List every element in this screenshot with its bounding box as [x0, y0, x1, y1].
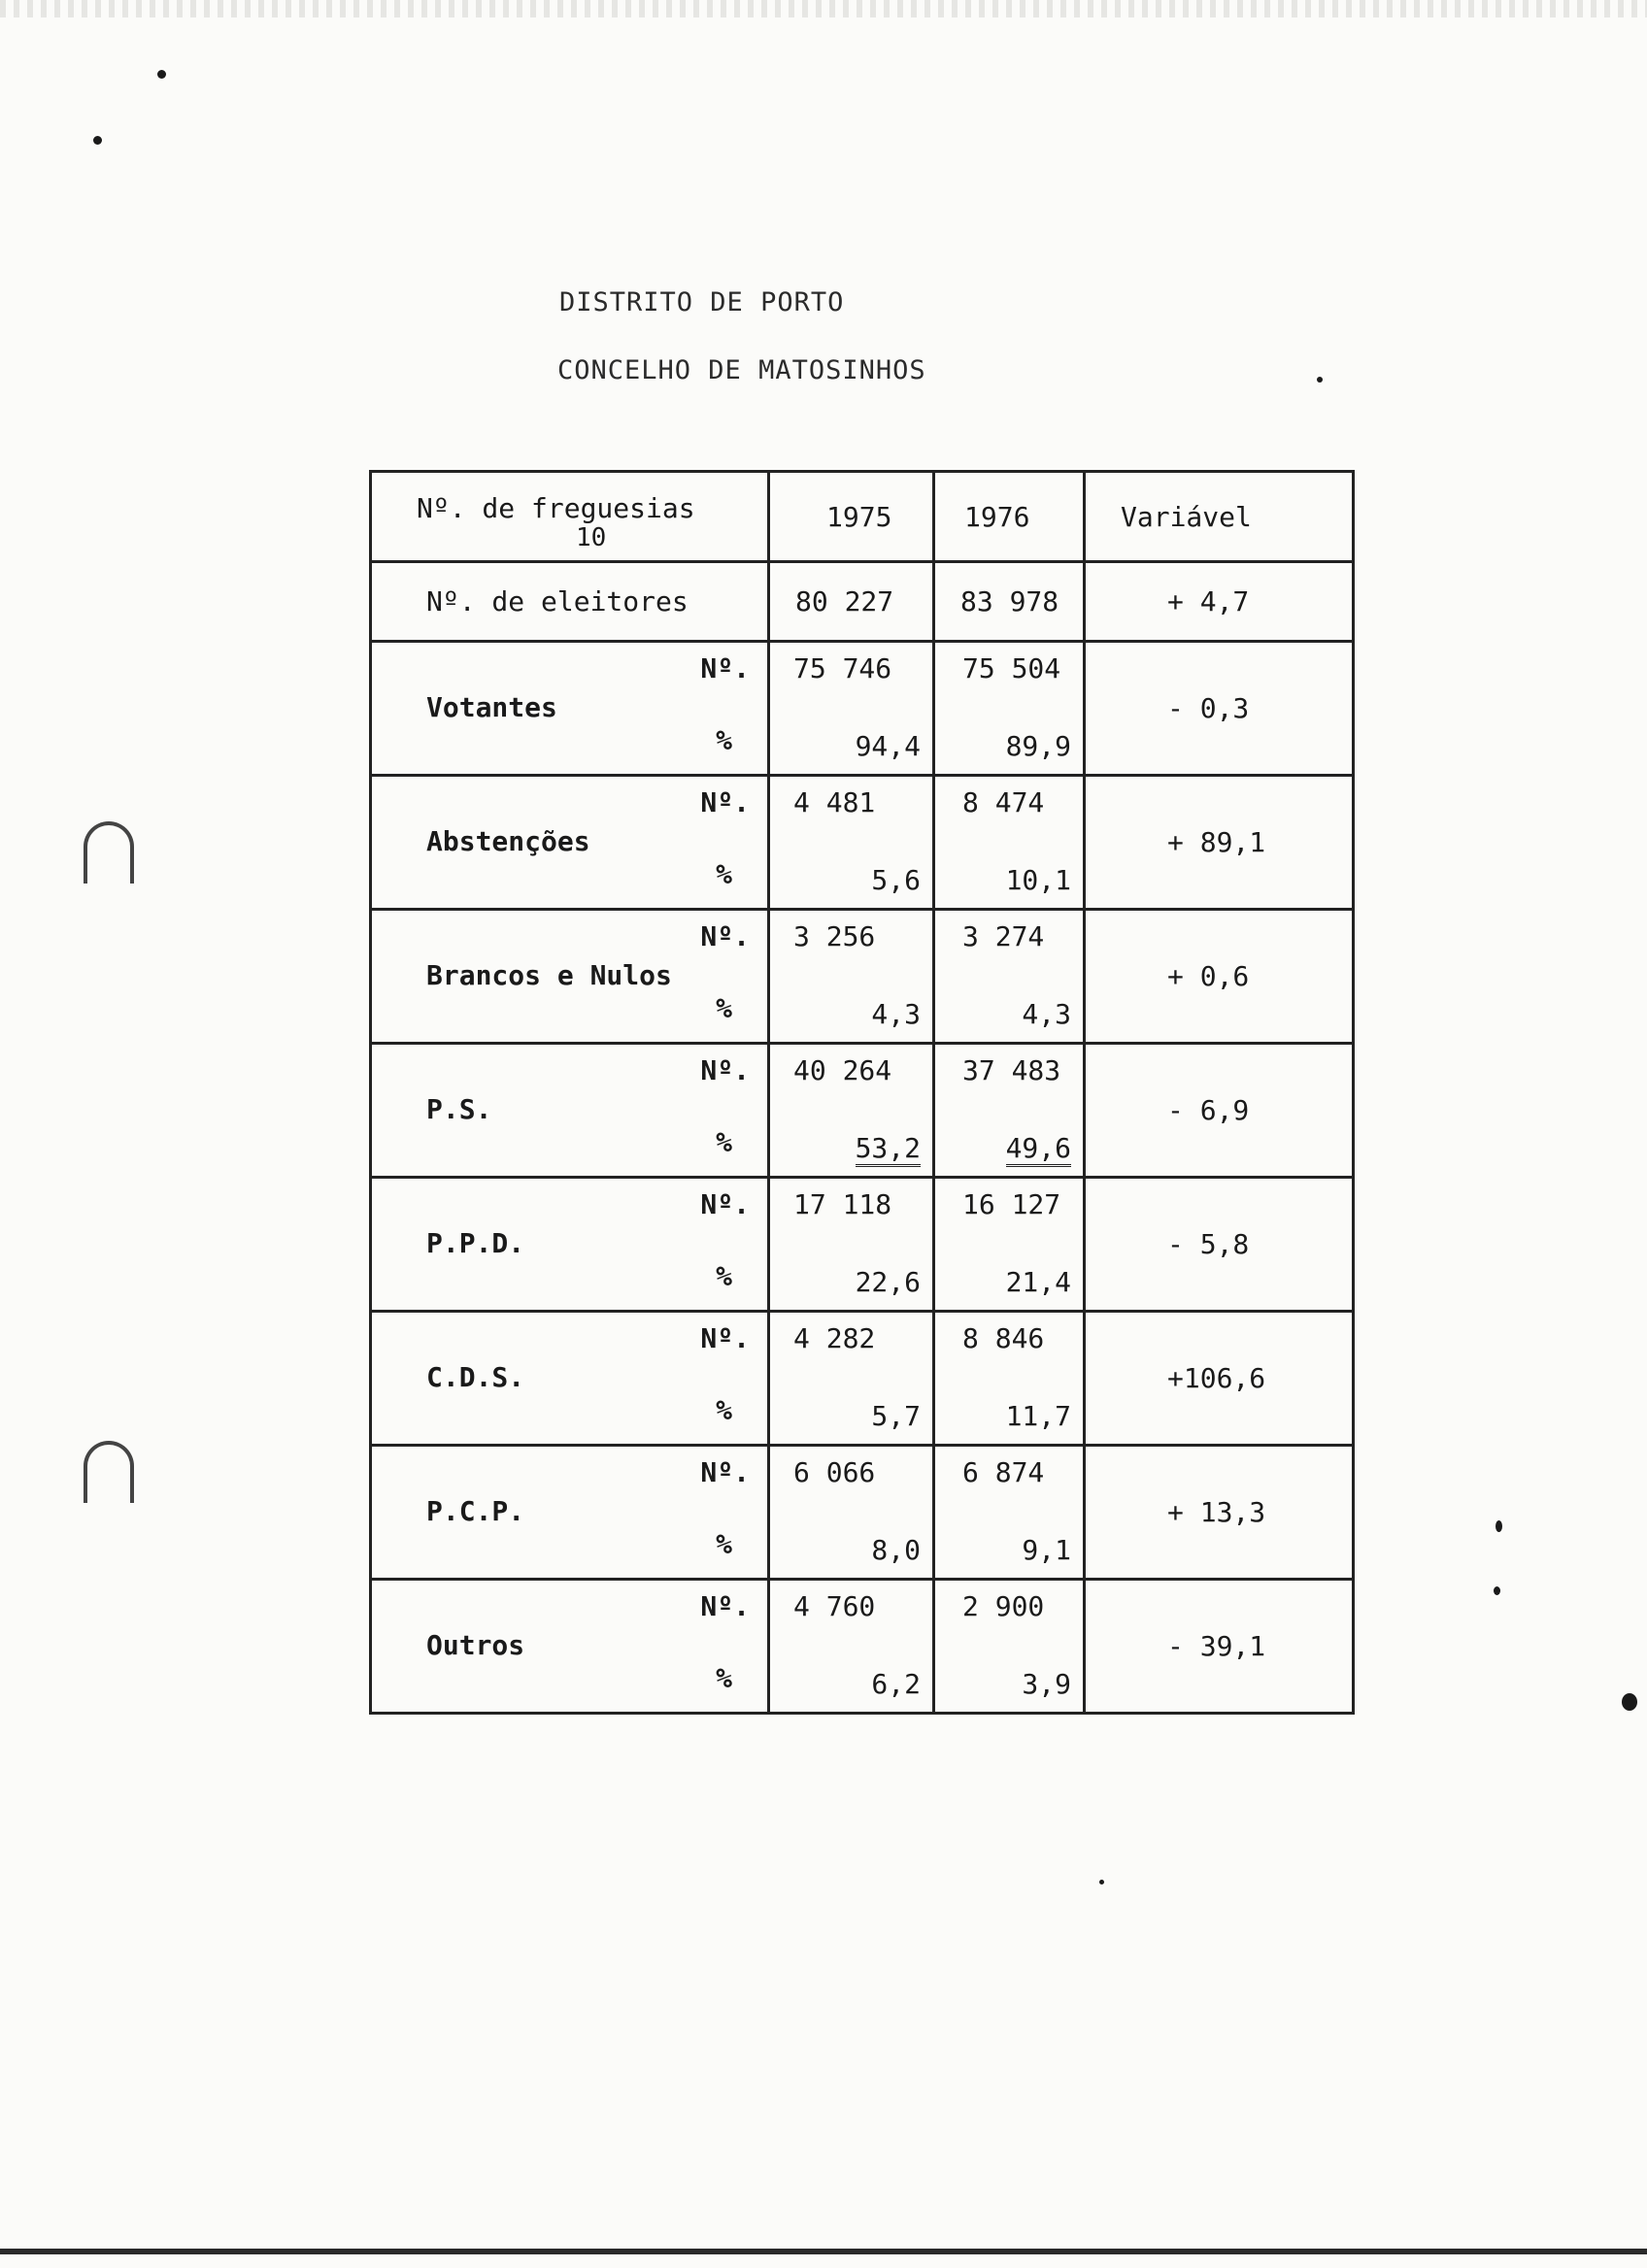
- row-variation: - 5,8: [1085, 1178, 1354, 1312]
- percent-1976: 9,1: [1022, 1534, 1071, 1566]
- count-1976: 8 474: [962, 786, 1045, 818]
- scan-speck: [157, 70, 166, 79]
- count-1976: 6 874: [962, 1456, 1045, 1488]
- row-variation: +106,6: [1085, 1312, 1354, 1446]
- values-1975-cell: [769, 1044, 934, 1178]
- no-label: Nº.: [700, 786, 750, 818]
- count-1976: 16 127: [962, 1188, 1061, 1220]
- percent-1975: 94,4: [855, 730, 921, 762]
- percent-1975: 22,6: [855, 1266, 921, 1298]
- row-variation: + 13,3: [1085, 1446, 1354, 1580]
- result-row: [371, 642, 1354, 776]
- percent-1975: 8,0: [871, 1534, 921, 1566]
- count-1976: 8 846: [962, 1322, 1045, 1354]
- scan-speck: [1099, 1880, 1104, 1884]
- electors-label: Nº. de eleitores: [371, 562, 769, 642]
- electors-row: [371, 562, 1354, 642]
- row-label-cell: [371, 1044, 769, 1178]
- values-1975-cell: [769, 1312, 934, 1446]
- values-1976-cell: [934, 1044, 1085, 1178]
- district-heading: DISTRITO DE PORTO: [559, 287, 845, 317]
- pct-label: %: [716, 1260, 732, 1292]
- row-label-cell: [371, 776, 769, 910]
- freguesias-cell: [371, 472, 769, 562]
- municipality-heading: CONCELHO DE MATOSINHOS: [557, 355, 926, 385]
- pct-label: %: [716, 858, 732, 890]
- pct-label: %: [716, 724, 732, 756]
- punch-hole-bottom: [84, 1441, 134, 1503]
- electors-variation: + 4,7: [1085, 562, 1354, 642]
- pct-label: %: [716, 1662, 732, 1694]
- count-1976: 75 504: [962, 652, 1061, 684]
- row-name: P.C.P.: [426, 1495, 525, 1527]
- no-label: Nº.: [700, 1054, 750, 1086]
- percent-1975: 6,2: [871, 1668, 921, 1700]
- result-row: [371, 910, 1354, 1044]
- scan-speck: [1622, 1693, 1637, 1711]
- count-1975: 3 256: [793, 920, 876, 952]
- count-1975: 40 264: [793, 1054, 892, 1086]
- count-1975: 4 760: [793, 1590, 876, 1622]
- percent-1975: 5,6: [871, 864, 921, 896]
- row-variation: - 39,1: [1085, 1580, 1354, 1714]
- electors-1975: 80 227: [769, 562, 934, 642]
- year-1975-header: 1975: [769, 472, 934, 562]
- scan-speck: [93, 136, 102, 145]
- percent-1975: 5,7: [871, 1400, 921, 1432]
- pct-label: %: [716, 1126, 732, 1158]
- no-label: Nº.: [700, 920, 750, 952]
- result-row: [371, 1044, 1354, 1178]
- row-name: P.P.D.: [426, 1227, 525, 1259]
- count-1976: 37 483: [962, 1054, 1061, 1086]
- values-1975-cell: [769, 1446, 934, 1580]
- scan-speck: [1317, 377, 1323, 383]
- row-label-cell: [371, 1446, 769, 1580]
- row-label-cell: [371, 1178, 769, 1312]
- values-1976-cell: [934, 1178, 1085, 1312]
- values-1975-cell: [769, 1580, 934, 1714]
- punch-hole-top: [84, 821, 134, 884]
- values-1976-cell: [934, 910, 1085, 1044]
- row-name: Outros: [426, 1629, 525, 1661]
- values-1975-cell: [769, 910, 934, 1044]
- percent-1976: 4,3: [1022, 998, 1071, 1030]
- scan-bottom-edge: [0, 2249, 1647, 2254]
- percent-1976: 89,9: [1005, 730, 1071, 762]
- no-label: Nº.: [700, 1456, 750, 1488]
- no-label: Nº.: [700, 1188, 750, 1220]
- pct-label: %: [716, 1528, 732, 1560]
- values-1975-cell: [769, 642, 934, 776]
- count-1975: 6 066: [793, 1456, 876, 1488]
- percent-1975: 4,3: [871, 998, 921, 1030]
- count-1975: 4 282: [793, 1322, 876, 1354]
- percent-1975: 53,2: [856, 1132, 921, 1167]
- values-1976-cell: [934, 642, 1085, 776]
- row-label-cell: [371, 1580, 769, 1714]
- result-row: [371, 776, 1354, 910]
- values-1975-cell: [769, 1178, 934, 1312]
- count-1975: 4 481: [793, 786, 876, 818]
- freguesias-count: 10: [576, 523, 607, 552]
- row-name: C.D.S.: [426, 1361, 525, 1393]
- count-1975: 17 118: [793, 1188, 892, 1220]
- row-variation: - 6,9: [1085, 1044, 1354, 1178]
- percent-1976: 11,7: [1005, 1400, 1071, 1432]
- percent-1976: 10,1: [1005, 864, 1071, 896]
- row-label-cell: [371, 1312, 769, 1446]
- scan-speck: [1496, 1520, 1502, 1532]
- count-1976: 2 900: [962, 1590, 1045, 1622]
- percent-1976: 49,6: [1006, 1132, 1071, 1167]
- row-variation: + 0,6: [1085, 910, 1354, 1044]
- pct-label: %: [716, 992, 732, 1024]
- variation-header: Variável: [1085, 472, 1354, 562]
- row-variation: + 89,1: [1085, 776, 1354, 910]
- scan-top-edge: [0, 0, 1647, 17]
- result-row: [371, 1178, 1354, 1312]
- percent-1976: 21,4: [1005, 1266, 1071, 1298]
- year-1976-header: 1976: [934, 472, 1085, 562]
- freguesias-label: Nº. de freguesias: [417, 492, 695, 524]
- result-row: [371, 1580, 1354, 1714]
- values-1976-cell: [934, 1446, 1085, 1580]
- election-results-table: [369, 470, 1355, 1715]
- no-label: Nº.: [700, 1322, 750, 1354]
- row-name: Brancos e Nulos: [426, 959, 672, 991]
- percent-1976: 3,9: [1022, 1668, 1071, 1700]
- row-name: Abstenções: [426, 825, 590, 857]
- header-row: [371, 472, 1354, 562]
- values-1976-cell: [934, 1312, 1085, 1446]
- result-row: [371, 1446, 1354, 1580]
- values-1976-cell: [934, 776, 1085, 910]
- row-name: P.S.: [426, 1093, 492, 1125]
- no-label: Nº.: [700, 1590, 750, 1622]
- count-1976: 3 274: [962, 920, 1045, 952]
- no-label: Nº.: [700, 652, 750, 684]
- result-row: [371, 1312, 1354, 1446]
- row-label-cell: [371, 910, 769, 1044]
- row-variation: - 0,3: [1085, 642, 1354, 776]
- pct-label: %: [716, 1394, 732, 1426]
- count-1975: 75 746: [793, 652, 892, 684]
- values-1976-cell: [934, 1580, 1085, 1714]
- result-groups: [371, 642, 1354, 1714]
- electors-1976: 83 978: [934, 562, 1085, 642]
- values-1975-cell: [769, 776, 934, 910]
- row-label-cell: [371, 642, 769, 776]
- scan-speck: [1494, 1586, 1500, 1595]
- row-name: Votantes: [426, 691, 557, 723]
